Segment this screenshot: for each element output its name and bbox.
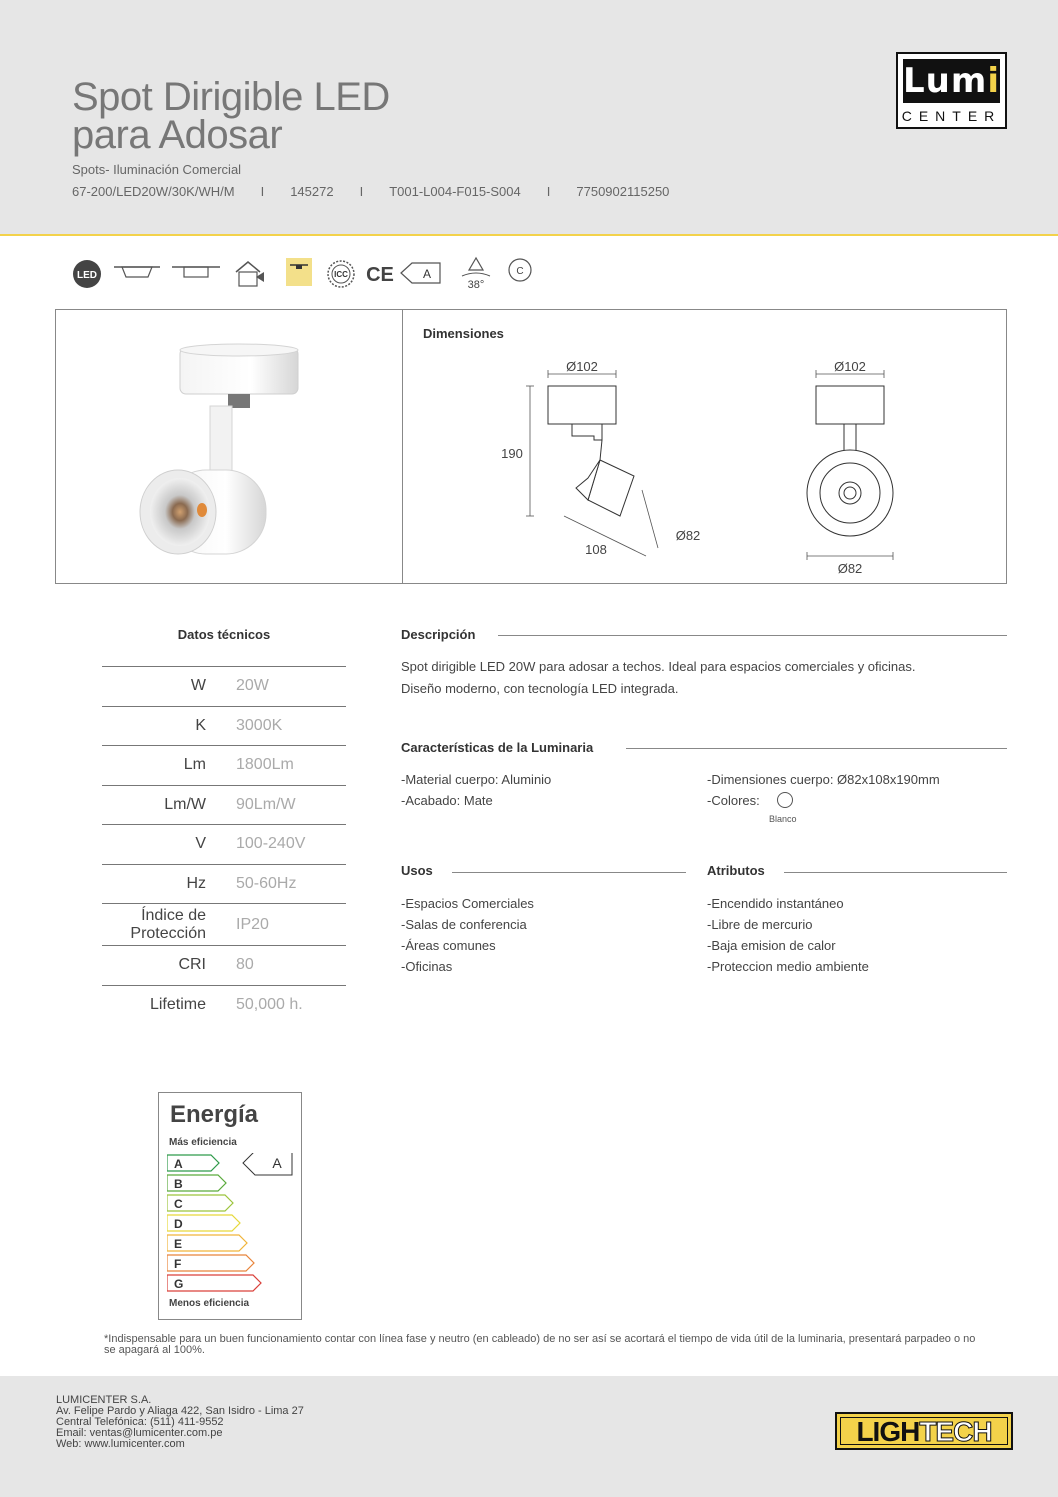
color-swatch-white (777, 792, 793, 808)
characteristics-left (401, 769, 551, 811)
attributes-item: -Encendido instantáneo (707, 896, 844, 911)
brand-part-2: TECH (919, 1416, 992, 1447)
tech-label: Hz (186, 874, 206, 892)
figure-divider (402, 310, 403, 583)
tech-row (102, 864, 346, 904)
svg-text:A: A (422, 267, 432, 281)
tech-row (102, 666, 346, 706)
tech-label: Lm/W (164, 795, 206, 813)
tech-row (102, 785, 346, 825)
tech-value: 100-240V (236, 835, 306, 853)
energy-bar-label: E (174, 1237, 183, 1251)
characteristic-colors: -Colores: (707, 793, 760, 808)
ce-icon (366, 260, 394, 288)
code-separator: I (260, 184, 265, 199)
energy-class-bars (167, 1153, 297, 1295)
characteristic-item: -Material cuerpo: Aluminio (401, 772, 552, 787)
led-icon (72, 259, 102, 289)
tech-label: K (195, 716, 206, 734)
svg-text:Ø82: Ø82 (837, 561, 863, 576)
title-line-1: Spot Dirigible LED (72, 75, 390, 119)
energy-bar-label: F (174, 1257, 182, 1271)
front-view-drawing (796, 360, 906, 580)
svg-text:38°: 38° (467, 279, 485, 291)
dimensions-title: Dimensiones (423, 326, 504, 341)
uses-rule (452, 872, 686, 873)
characteristics-title: Características de la Luminaria (401, 740, 594, 755)
energy-bar-label: G (174, 1277, 184, 1291)
svg-text:Ø82: Ø82 (675, 528, 701, 543)
subtitle: Spots- Iluminación Comercial (72, 162, 242, 177)
characteristics-rule (626, 748, 1007, 749)
product-codes (72, 184, 669, 199)
ceiling-mount-icon (286, 258, 312, 286)
uses-item: -Oficinas (401, 959, 453, 974)
attributes-list (707, 893, 869, 977)
code-separator: I (359, 184, 364, 199)
certification-icons (72, 256, 542, 292)
uses-item: -Espacios Comerciales (401, 896, 534, 911)
energy-bar-label: A (174, 1157, 183, 1171)
brand-part-1: LIGH (856, 1416, 920, 1447)
contact-info (56, 1395, 304, 1450)
brand-wordmark (840, 1417, 1008, 1445)
uses-list (401, 893, 534, 977)
energy-rating-arrow (243, 1153, 292, 1175)
tech-value: 50-60Hz (236, 874, 297, 892)
svg-text:LED: LED (77, 270, 97, 281)
model-code: 67-200/LED20W/30K/WH/M (72, 184, 235, 199)
tech-label: W (190, 677, 206, 695)
tech-row (102, 706, 346, 746)
sku-code: 145272 (290, 184, 334, 199)
energy-class-icon (400, 261, 442, 285)
tech-row (102, 745, 346, 785)
logo-wordmark: Lumi (903, 61, 1000, 101)
uses-item: -Salas de conferencia (401, 917, 527, 932)
characteristic-item: -Acabado: Mate (401, 793, 493, 808)
energy-less-efficient: Menos eficiencia (169, 1298, 250, 1309)
surface-icon (172, 264, 220, 280)
product-photo (136, 340, 316, 570)
energy-rating-label: A (272, 1155, 282, 1171)
energy-more-efficient: Más eficiencia (169, 1137, 237, 1148)
company-phone: Central Telefónica: (511) 411-9552 (56, 1416, 224, 1428)
description-line-2: Diseño moderno, con tecnología LED integrada. (401, 681, 679, 696)
class-c-icon (508, 258, 532, 282)
uses-title: Usos (401, 863, 433, 878)
description-text (401, 656, 1001, 700)
attributes-rule (784, 872, 1007, 873)
header-band (0, 0, 1058, 236)
tech-row (102, 985, 346, 1025)
company-web: Web: www.lumicenter.com (56, 1438, 185, 1450)
energy-label (158, 1092, 302, 1320)
energy-bar-label: B (174, 1177, 183, 1191)
tech-label: CRI (178, 956, 206, 974)
svg-text:ICC: ICC (334, 270, 348, 279)
characteristics-right (707, 769, 940, 811)
svg-text:CE: CE (366, 264, 394, 286)
energy-bar-label: C (174, 1197, 183, 1211)
tech-label: Lm (183, 756, 206, 774)
attributes-item: -Proteccion medio ambiente (707, 959, 869, 974)
tech-value: 3000K (236, 716, 283, 734)
uses-item: -Áreas comunes (401, 938, 496, 953)
beam-angle-icon (456, 256, 496, 292)
tech-value: 50,000 h. (236, 995, 303, 1013)
svg-text:Ø102: Ø102 (566, 360, 598, 374)
svg-text:190: 190 (501, 446, 523, 461)
indoor-icon (234, 260, 270, 288)
company-email: Email: ventas@lumicenter.com.pe (56, 1427, 223, 1439)
logo-subtext: CENTER (901, 108, 1002, 124)
characteristic-dimensions: -Dimensiones cuerpo: Ø82x108x190mm (707, 772, 940, 787)
tech-label: Lifetime (149, 995, 206, 1013)
svg-text:108: 108 (585, 542, 607, 557)
tech-row (102, 824, 346, 864)
lightech-logo (835, 1412, 1013, 1450)
recessed-icon (114, 264, 160, 280)
attributes-item: -Libre de mercurio (707, 917, 813, 932)
tech-label: Índice de Protección (130, 906, 206, 942)
classification-code: T001-L004-F015-S004 (389, 184, 521, 199)
tech-data-title: Datos técnicos (177, 627, 271, 642)
svg-text:C: C (516, 266, 524, 277)
page-title (72, 75, 390, 157)
color-swatch-label: Blanco (769, 814, 797, 824)
footnote: *Indispensable para un buen funcionamiento contar con línea fase y neutro (en cableado) de no ser así se acortará el tiempo de vida útil de la luminaria, presentará parpadeo o no se apagará al 100%. (104, 1333, 976, 1356)
tech-value: 1800Lm (236, 756, 294, 774)
barcode-number: 7750902115250 (576, 184, 670, 199)
tech-value: IP20 (236, 915, 269, 933)
tech-value: 90Lm/W (236, 795, 296, 813)
company-address: Av. Felipe Pardo y Aliaga 422, San Isidro - Lima 27 (56, 1405, 304, 1417)
tech-row (102, 945, 346, 985)
tech-value: 80 (236, 956, 254, 974)
energy-title: Energía (170, 1101, 259, 1128)
attributes-item: -Baja emision de calor (707, 938, 836, 953)
energy-bar-label: D (174, 1217, 183, 1231)
tech-data-table (102, 666, 346, 1024)
svg-text:Ø102: Ø102 (834, 360, 866, 374)
attributes-title: Atributos (707, 863, 765, 878)
tech-row (102, 903, 346, 945)
footer-band (0, 1376, 1058, 1497)
icc-icon (326, 259, 356, 289)
company-name: LUMICENTER S.A. (56, 1394, 152, 1406)
tech-value: 20W (236, 677, 269, 695)
product-figure-box (55, 309, 1007, 584)
description-title: Descripción (401, 627, 476, 642)
description-line-1: Spot dirigible LED 20W para adosar a techos. Ideal para espacios comerciales y oficinas. (401, 659, 916, 674)
lumicenter-logo (896, 52, 1007, 129)
code-separator: I (546, 184, 551, 199)
description-rule (498, 635, 1007, 636)
tech-label: V (195, 835, 206, 853)
title-line-2: para Adosar (72, 113, 283, 157)
side-view-drawing (496, 360, 736, 585)
